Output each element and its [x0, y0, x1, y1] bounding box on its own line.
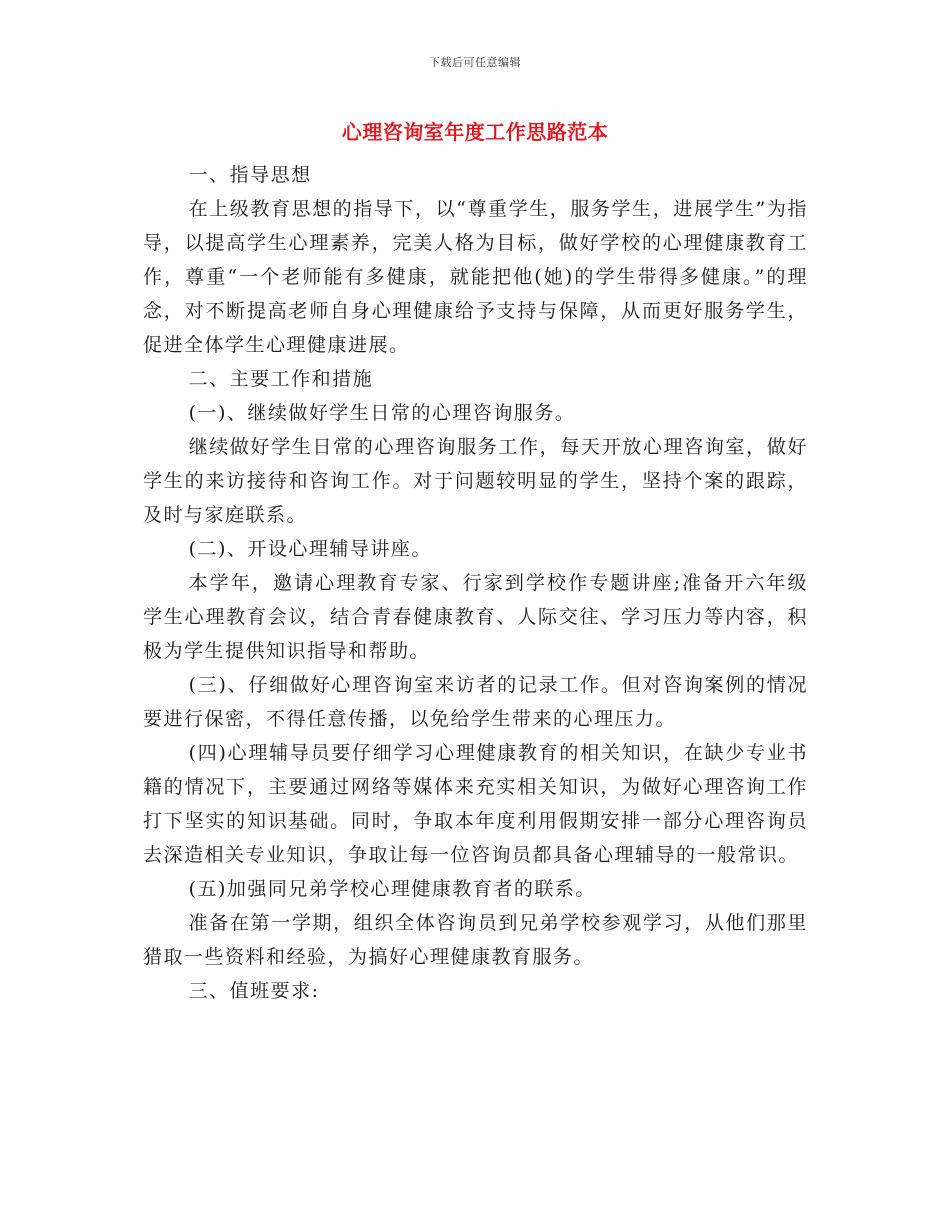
- paragraph: 继续做好学生日常的心理咨询服务工作，每天开放心理咨询室，做好学生的来访接待和咨询工作。对于问题较明显的学生，坚持个案的跟踪，及时与家庭联系。: [143, 436, 808, 526]
- paragraph: 在上级教育思想的指导下，以“尊重学生，服务学生，进展学生”为指导，以提高学生心理素养，完美人格为目标，做好学校的心理健康教育工作，尊重“一个老师能有多健康，就能把他(她)的学生带得多健康。”的理念，对不断提高老师自身心理健康给予支持与保障，从而更好服务学生，促进全体学生心理健康进展。: [143, 198, 808, 356]
- subsection-heading: (二)、开设心理辅导讲座。: [188, 538, 432, 560]
- page-header: 下载后可任意编辑: [429, 56, 521, 69]
- subsection-heading: (一)、继续做好学生日常的心理咨询服务。: [188, 402, 576, 424]
- document-title: 心理咨询室年度工作思路范本: [341, 120, 609, 144]
- section-heading: 一、指导思想: [188, 164, 312, 186]
- subsection-heading: (五)加强同兄弟学校心理健康教育者的联系。: [188, 878, 596, 900]
- paragraph: (三)、仔细做好心理咨询室来访者的记录工作。但对咨询案例的情况要进行保密，不得任意传播，以免给学生带来的心理压力。: [143, 674, 808, 730]
- document-body: [143, 158, 808, 1008]
- section-heading: 三、值班要求:: [188, 980, 320, 1002]
- paragraph: (四)心理辅导员要仔细学习心理健康教育的相关知识，在缺少专业书籍的情况下，主要通过网络等媒体来充实相关知识，为做好心理咨询工作打下坚实的知识基础。同时，争取本年度利用假期安排一部分心理咨询员去深造相关专业知识，争取让每一位咨询员都具备心理辅导的一般常识。: [143, 742, 808, 866]
- paragraph: 准备在第一学期，组织全体咨询员到兄弟学校参观学习，从他们那里猎取一些资料和经验，为搞好心理健康教育服务。: [143, 912, 808, 968]
- paragraph: 本学年，邀请心理教育专家、行家到学校作专题讲座;准备开六年级学生心理教育会议，结合青春健康教育、人际交往、学习压力等内容，积极为学生提供知识指导和帮助。: [143, 572, 808, 662]
- section-heading: 二、主要工作和措施: [188, 368, 374, 390]
